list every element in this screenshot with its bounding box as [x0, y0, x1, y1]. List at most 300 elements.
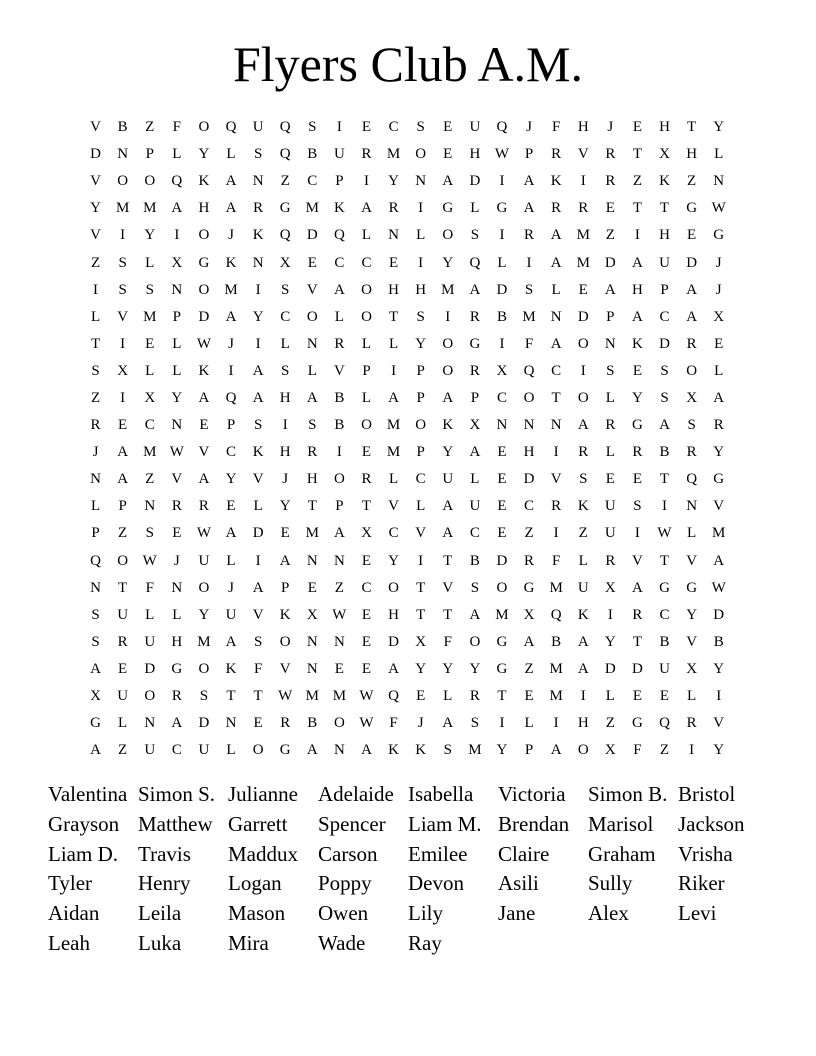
grid-letter: S	[416, 119, 425, 136]
grid-letter: L	[361, 227, 372, 244]
grid-letter: I	[580, 688, 586, 705]
grid-letter: S	[443, 742, 452, 759]
grid-letter: E	[307, 254, 317, 271]
grid-letter: A	[225, 308, 237, 325]
grid-letter: N	[550, 308, 562, 325]
grid-letter: V	[90, 119, 101, 136]
word-list-item: Matthew	[138, 812, 213, 837]
grid-letter: H	[577, 119, 589, 136]
grid-letter: O	[333, 715, 345, 732]
grid-letter: D	[577, 308, 589, 325]
word-list-item: Carson	[318, 841, 378, 866]
word-list-row	[48, 839, 768, 869]
grid-letter: X	[117, 362, 129, 379]
grid-letter: S	[416, 308, 425, 325]
grid-letter: G	[686, 200, 698, 217]
word-list-item: Wade	[318, 930, 366, 955]
grid-letter: N	[225, 715, 237, 732]
grid-letter: A	[550, 742, 562, 759]
grid-letter: S	[199, 688, 209, 705]
grid-letter: M	[495, 606, 509, 623]
grid-letter: G	[171, 660, 183, 677]
grid-letter: O	[577, 335, 589, 352]
grid-letter: C	[524, 498, 535, 515]
grid-letter: X	[279, 254, 291, 271]
grid-letter: L	[714, 362, 724, 379]
grid-letter: W	[169, 444, 184, 461]
grid-letter: C	[280, 308, 291, 325]
grid-letter: U	[659, 254, 670, 271]
grid-letter: Q	[659, 715, 670, 732]
grid-letter: H	[306, 471, 318, 488]
word-list	[48, 780, 768, 958]
grid-letter: Y	[198, 606, 210, 623]
grid-letter: C	[496, 389, 507, 406]
grid-letter: T	[443, 552, 453, 569]
grid-letter: T	[632, 146, 642, 163]
grid-letter: Z	[90, 389, 101, 406]
grid-letter: T	[497, 688, 507, 705]
grid-letter: M	[549, 579, 563, 596]
grid-letter: I	[336, 444, 342, 461]
grid-letter: I	[120, 227, 126, 244]
grid-letter: C	[307, 173, 318, 190]
grid-letter: E	[199, 417, 209, 434]
grid-letter: U	[333, 146, 345, 163]
grid-letter: H	[388, 281, 399, 298]
grid-letter: L	[443, 688, 453, 705]
grid-letter: L	[145, 606, 155, 623]
grid-letter: O	[198, 119, 210, 136]
grid-letter: Z	[118, 525, 128, 542]
grid-letter: S	[308, 417, 317, 434]
grid-letter: A	[361, 200, 372, 217]
grid-letter: J	[92, 444, 99, 461]
grid-letter: R	[605, 146, 616, 163]
grid-letter: A	[279, 552, 291, 569]
grid-row	[82, 575, 732, 602]
grid-letter: A	[225, 525, 237, 542]
grid-letter: T	[659, 200, 670, 217]
grid-letter: E	[632, 688, 642, 705]
grid-letter: D	[144, 660, 156, 677]
word-list-item: Graham	[588, 841, 656, 866]
grid-letter: O	[361, 281, 372, 298]
grid-letter: Y	[279, 498, 291, 515]
grid-letter: N	[90, 579, 101, 596]
grid-letter: B	[551, 633, 562, 650]
grid-letter: E	[524, 688, 534, 705]
grid-letter: S	[253, 633, 263, 650]
grid-letter: V	[388, 498, 399, 515]
grid-letter: K	[632, 335, 643, 352]
grid-letter: T	[687, 119, 697, 136]
grid-letter: X	[659, 146, 670, 163]
grid-letter: A	[550, 335, 562, 352]
grid-letter: A	[442, 498, 454, 515]
grid-letter: H	[632, 281, 643, 298]
word-list-item: Luka	[138, 930, 182, 955]
grid-letter: V	[333, 362, 345, 379]
grid-letter: N	[333, 742, 345, 759]
grid-letter: J	[282, 471, 289, 488]
grid-letter: D	[306, 227, 318, 244]
grid-letter: G	[279, 742, 291, 759]
grid-letter: O	[198, 579, 210, 596]
grid-letter: Y	[144, 227, 156, 244]
grid-letter: D	[632, 660, 643, 677]
grid-letter: S	[145, 525, 154, 542]
grid-letter: N	[604, 335, 616, 352]
grid-letter: L	[578, 552, 588, 569]
grid-letter: I	[255, 281, 261, 298]
grid-letter: X	[144, 389, 156, 406]
grid-row	[82, 656, 732, 683]
grid-row	[82, 710, 732, 737]
grid-letter: R	[280, 715, 291, 732]
grid-letter: R	[524, 227, 535, 244]
grid-letter: S	[118, 254, 127, 271]
word-list-item: Spencer	[318, 812, 386, 837]
grid-letter: G	[469, 335, 481, 352]
grid-letter: O	[144, 688, 156, 705]
grid-letter: P	[281, 579, 290, 596]
grid-letter: V	[550, 471, 562, 488]
word-list-row	[48, 928, 768, 958]
grid-letter: E	[605, 200, 615, 217]
grid-letter: A	[442, 173, 454, 190]
grid-letter: D	[90, 146, 101, 163]
grid-letter: E	[497, 444, 507, 461]
grid-letter: D	[713, 606, 725, 623]
grid-letter: E	[416, 688, 426, 705]
grid-letter: P	[524, 146, 534, 163]
grid-letter: E	[118, 660, 128, 677]
grid-letter: I	[553, 715, 559, 732]
grid-letter: E	[361, 552, 372, 569]
grid-letter: L	[551, 281, 561, 298]
grid-letter: K	[550, 173, 562, 190]
grid-letter: L	[388, 471, 399, 488]
grid-row	[82, 493, 732, 520]
word-list-item: Leila	[138, 901, 182, 926]
grid-letter: Y	[604, 633, 616, 650]
grid-letter: Q	[496, 119, 508, 136]
grid-letter: B	[117, 119, 128, 136]
grid-letter: Z	[118, 742, 128, 759]
grid-letter: K	[577, 606, 589, 623]
grid-letter: H	[469, 146, 481, 163]
grid-letter: K	[225, 254, 237, 271]
grid-letter: Y	[686, 606, 698, 623]
grid-letter: P	[416, 389, 425, 406]
grid-letter: A	[361, 742, 372, 759]
grid-letter: Y	[442, 660, 454, 677]
grid-letter: O	[333, 471, 345, 488]
grid-letter: T	[90, 335, 101, 352]
grid-letter: E	[226, 498, 236, 515]
grid-letter: R	[361, 146, 372, 163]
grid-letter: Z	[605, 227, 615, 244]
grid-letter: G	[659, 579, 670, 596]
grid-letter: X	[171, 254, 183, 271]
grid-letter: L	[470, 200, 480, 217]
grid-letter: N	[333, 633, 345, 650]
word-list-item: Isabella	[408, 782, 474, 807]
grid-letter: G	[713, 227, 725, 244]
word-list-item: Adelaide	[318, 782, 394, 807]
grid-letter: K	[252, 444, 264, 461]
word-list-item: Henry	[138, 871, 191, 896]
grid-letter: M	[305, 525, 319, 542]
grid-letter: T	[551, 389, 561, 406]
word-list-item: Claire	[498, 841, 550, 866]
grid-row	[82, 548, 732, 575]
grid-letter: Y	[415, 335, 427, 352]
word-list-item: Brendan	[498, 812, 570, 837]
grid-letter: L	[388, 335, 399, 352]
word-list-item: Maddux	[228, 841, 298, 866]
grid-letter: L	[470, 471, 480, 488]
grid-letter: K	[225, 660, 237, 677]
grid-letter: A	[713, 552, 725, 569]
grid-letter: Q	[550, 606, 562, 623]
grid-letter: M	[224, 281, 238, 298]
grid-letter: S	[118, 281, 127, 298]
grid-row	[82, 249, 732, 276]
grid-letter: K	[415, 742, 427, 759]
grid-letter: Z	[578, 525, 588, 542]
grid-letter: T	[416, 606, 426, 623]
grid-letter: Z	[145, 471, 155, 488]
grid-letter: I	[499, 715, 505, 732]
grid-letter: E	[632, 471, 642, 488]
grid-letter: H	[198, 200, 210, 217]
grid-letter: A	[523, 200, 535, 217]
grid-letter: L	[714, 146, 724, 163]
grid-letter: L	[361, 389, 372, 406]
grid-letter: V	[686, 552, 698, 569]
grid-row	[82, 195, 732, 222]
grid-letter: R	[469, 362, 480, 379]
grid-row	[82, 412, 732, 439]
grid-letter: W	[711, 579, 726, 596]
grid-letter: E	[361, 119, 372, 136]
grid-letter: J	[228, 227, 234, 244]
grid-letter: U	[469, 498, 481, 515]
grid-letter: L	[90, 308, 101, 325]
grid-letter: T	[443, 606, 453, 623]
grid-letter: Y	[171, 389, 183, 406]
grid-letter: T	[632, 200, 642, 217]
grid-letter: M	[386, 146, 401, 163]
grid-letter: O	[198, 227, 210, 244]
word-list-item: Jackson	[678, 812, 745, 837]
grid-letter: I	[499, 227, 505, 244]
grid-letter: V	[415, 525, 427, 542]
grid-letter: D	[659, 335, 670, 352]
grid-letter: Z	[632, 173, 642, 190]
grid-letter: V	[713, 498, 725, 515]
grid-letter: L	[226, 742, 236, 759]
grid-letter: A	[577, 633, 589, 650]
grid-letter: G	[713, 471, 725, 488]
grid-letter: E	[172, 525, 182, 542]
grid-letter: I	[634, 227, 640, 244]
grid-letter: O	[523, 389, 535, 406]
word-list-item: Lily	[408, 901, 443, 926]
grid-letter: V	[171, 471, 183, 488]
grid-letter: S	[253, 146, 263, 163]
grid-letter: T	[659, 471, 670, 488]
grid-letter: A	[117, 444, 129, 461]
grid-letter: O	[415, 146, 427, 163]
grid-letter: G	[496, 660, 508, 677]
grid-letter: V	[90, 173, 101, 190]
word-list-item: Riker	[678, 871, 725, 896]
grid-letter: L	[334, 308, 344, 325]
word-list-item: Owen	[318, 901, 369, 926]
grid-letter: E	[118, 417, 128, 434]
grid-letter: E	[443, 119, 453, 136]
grid-letter: R	[469, 308, 480, 325]
grid-letter: W	[142, 552, 157, 569]
grid-letter: Z	[524, 525, 534, 542]
grid-letter: O	[496, 579, 508, 596]
grid-letter: E	[307, 579, 317, 596]
grid-letter: I	[93, 281, 99, 298]
grid-letter: R	[686, 335, 697, 352]
grid-letter: L	[226, 552, 236, 569]
grid-letter: L	[416, 498, 426, 515]
grid-letter: O	[198, 660, 210, 677]
grid-letter: O	[361, 308, 372, 325]
grid-letter: A	[632, 254, 643, 271]
grid-letter: Q	[469, 254, 481, 271]
grid-letter: Y	[388, 173, 399, 190]
grid-letter: Q	[225, 389, 237, 406]
grid-letter: L	[145, 254, 155, 271]
word-list-item: Jane	[498, 901, 536, 926]
grid-letter: Y	[442, 254, 454, 271]
grid-letter: M	[386, 444, 401, 461]
grid-letter: Y	[225, 471, 237, 488]
grid-letter: O	[198, 281, 210, 298]
grid-letter: E	[687, 227, 697, 244]
grid-letter: F	[551, 552, 561, 569]
grid-letter: N	[252, 173, 264, 190]
grid-letter: V	[279, 660, 291, 677]
grid-letter: I	[418, 552, 424, 569]
grid-letter: G	[523, 579, 535, 596]
grid-letter: G	[279, 200, 291, 217]
grid-letter: Z	[90, 254, 101, 271]
grid-letter: I	[445, 308, 451, 325]
grid-letter: O	[388, 579, 399, 596]
grid-letter: X	[306, 606, 318, 623]
grid-letter: I	[228, 362, 234, 379]
word-list-item: Marisol	[588, 812, 654, 837]
word-list-item: Liam M.	[408, 812, 482, 837]
grid-letter: R	[171, 688, 182, 705]
grid-row	[82, 439, 732, 466]
grid-letter: A	[252, 579, 264, 596]
grid-letter: Z	[145, 119, 155, 136]
grid-letter: Y	[388, 552, 399, 569]
grid-letter: H	[659, 119, 670, 136]
grid-letter: A	[577, 417, 589, 434]
grid-letter: L	[524, 715, 534, 732]
grid-row	[82, 331, 732, 358]
grid-letter: T	[307, 498, 317, 515]
grid-letter: C	[388, 119, 399, 136]
grid-letter: C	[415, 471, 426, 488]
grid-letter: S	[91, 606, 100, 623]
grid-letter: S	[145, 281, 154, 298]
grid-letter: V	[442, 579, 454, 596]
grid-letter: O	[469, 633, 481, 650]
grid-letter: Y	[90, 200, 101, 217]
grid-letter: A	[469, 606, 481, 623]
grid-letter: L	[497, 254, 507, 271]
grid-letter: A	[632, 579, 643, 596]
grid-letter: N	[306, 552, 318, 569]
grid-letter: E	[632, 362, 642, 379]
grid-row	[82, 466, 732, 493]
grid-letter: O	[442, 362, 454, 379]
grid-letter: I	[526, 254, 532, 271]
grid-letter: S	[281, 281, 290, 298]
grid-letter: D	[686, 254, 698, 271]
grid-letter: T	[416, 579, 426, 596]
word-list-item: Mason	[228, 901, 286, 926]
grid-letter: L	[416, 227, 426, 244]
grid-letter: I	[120, 389, 126, 406]
grid-letter: A	[523, 633, 535, 650]
grid-letter: Q	[279, 119, 291, 136]
grid-letter: R	[117, 633, 128, 650]
grid-letter: M	[115, 200, 130, 217]
grid-letter: X	[496, 362, 508, 379]
page-title: Flyers Club A.M.	[232, 36, 584, 92]
grid-letter: S	[579, 471, 588, 488]
grid-letter: O	[577, 389, 589, 406]
word-list-item: Ray	[408, 930, 442, 955]
grid-letter: R	[632, 444, 643, 461]
grid-letter: H	[279, 389, 291, 406]
grid-row	[82, 168, 732, 195]
grid-letter: D	[388, 633, 399, 650]
grid-letter: P	[416, 362, 425, 379]
grid-letter: I	[282, 417, 288, 434]
grid-letter: U	[252, 119, 264, 136]
grid-letter: L	[605, 444, 615, 461]
grid-letter: N	[686, 498, 698, 515]
grid-letter: P	[362, 362, 371, 379]
grid-letter: A	[225, 200, 237, 217]
grid-letter: S	[470, 227, 480, 244]
grid-letter: L	[172, 606, 182, 623]
grid-letter: J	[715, 254, 722, 271]
grid-letter: I	[553, 444, 559, 461]
grid-letter: A	[252, 362, 264, 379]
grid-letter: W	[278, 688, 293, 705]
grid-letter: A	[225, 633, 237, 650]
grid-letter: M	[143, 444, 157, 461]
grid-letter: R	[605, 417, 616, 434]
grid-letter: E	[497, 498, 507, 515]
word-list-row	[48, 780, 768, 810]
